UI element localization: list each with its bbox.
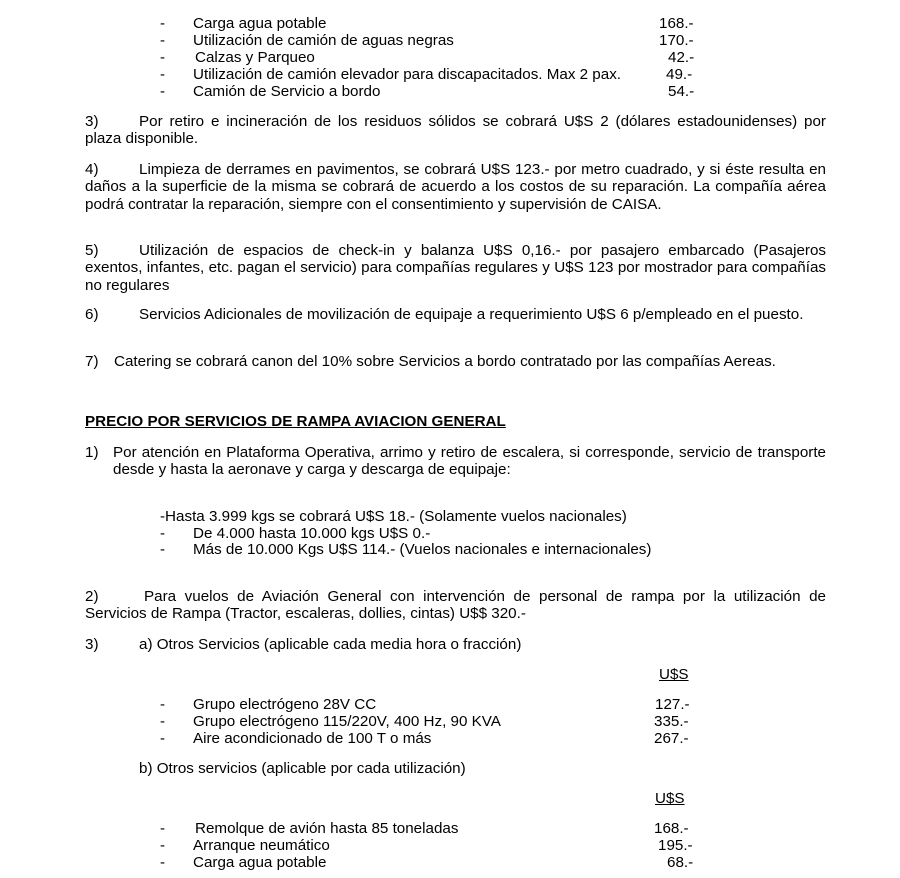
item-price: 195.- bbox=[658, 837, 693, 854]
item-price: 54.- bbox=[668, 83, 695, 100]
paragraph-text: Limpieza de derrames en pavimentos, se cobrará U$S 123.- por metro cuadrado, y si éste resulta en daños a la superficie de la misma se cobrará de acuerdo a los costos de su reparación. La compañía aérea podrá contratar la reparación, siempre con el consentimiento y supervisión de CAISA. bbox=[85, 161, 826, 213]
subsection-a: a) Otros Servicios (aplicable cada media hora o fracción) bbox=[139, 636, 522, 653]
item-number: 2) bbox=[85, 588, 99, 605]
item-label: Remolque de avión hasta 85 toneladas bbox=[195, 820, 459, 837]
bullet-dash: - bbox=[160, 820, 166, 837]
bullet-dash: - bbox=[160, 83, 166, 100]
item-label: Carga agua potable bbox=[193, 854, 327, 871]
item-price: 42.- bbox=[668, 49, 695, 66]
paragraph-text: Para vuelos de Aviación General con intervención de personal de rampa por la utilización de Servicios de Rampa (Tractor, escaleras, dollies, cintas) U$$ 320.- bbox=[85, 588, 826, 623]
item-label: Grupo electrógeno 115/220V, 400 Hz, 90 KVA bbox=[193, 713, 501, 730]
item-price: 170.- bbox=[659, 32, 694, 49]
ga-paragraph-2 bbox=[85, 588, 826, 623]
item-number: 5) bbox=[85, 242, 99, 259]
paragraph-7 bbox=[85, 353, 826, 370]
bullet-dash: - bbox=[160, 730, 166, 747]
weight-text: Más de 10.000 Kgs U$S 114.- (Vuelos nacionales e internacionales) bbox=[193, 541, 652, 558]
bullet-dash: - bbox=[160, 32, 166, 49]
item-label: Utilización de camión de aguas negras bbox=[193, 32, 454, 49]
paragraph-text: Por retiro e incineración de los residuos sólidos se cobrará U$S 2 (dólares estadounidenses) por plaza disponible. bbox=[85, 113, 826, 148]
subsection-b: b) Otros servicios (aplicable por cada utilización) bbox=[139, 760, 466, 777]
section-heading: PRECIO POR SERVICIOS DE RAMPA AVIACION GENERAL bbox=[85, 413, 506, 430]
item-number: 4) bbox=[85, 161, 99, 178]
item-label: Calzas y Parqueo bbox=[195, 49, 315, 66]
paragraph-text: Servicios Adicionales de movilización de equipaje a requerimiento U$S 6 p/empleado en el puesto. bbox=[139, 306, 804, 323]
paragraph-3 bbox=[85, 113, 826, 148]
ga-paragraph-1: Por atención en Plataforma Operativa, arrimo y retiro de escalera, si corresponde, servicio de transporte desde y hasta la aeronave y carga y descarga de equipaje: bbox=[113, 444, 826, 479]
paragraph-6 bbox=[85, 306, 826, 323]
bullet-dash: - bbox=[160, 854, 166, 871]
bullet-dash: - bbox=[160, 837, 166, 854]
item-price: 267.- bbox=[654, 730, 689, 747]
item-number: 3) bbox=[85, 636, 99, 653]
bullet-dash: - bbox=[160, 541, 166, 558]
weight-text: De 4.000 hasta 10.000 kgs U$S 0.- bbox=[193, 525, 431, 542]
item-label: Aire acondicionado de 100 T o más bbox=[193, 730, 432, 747]
item-label: Camión de Servicio a bordo bbox=[193, 83, 381, 100]
item-price: 168.- bbox=[659, 15, 694, 32]
item-label: Carga agua potable bbox=[193, 15, 327, 32]
bullet-dash: - bbox=[160, 525, 166, 542]
item-number: 6) bbox=[85, 306, 99, 323]
item-number: 3) bbox=[85, 113, 99, 130]
bullet-dash: - bbox=[160, 66, 166, 83]
item-price: 168.- bbox=[654, 820, 689, 837]
currency-header: U$S bbox=[655, 790, 685, 807]
bullet-dash: - bbox=[160, 713, 166, 730]
bullet-dash: - bbox=[160, 15, 166, 32]
weight-item: -Hasta 3.999 kgs se cobrará U$S 18.- (Solamente vuelos nacionales) bbox=[160, 508, 627, 525]
item-price: 68.- bbox=[667, 854, 694, 871]
currency-header: U$S bbox=[659, 666, 689, 683]
paragraph-4 bbox=[85, 161, 826, 213]
item-number: 7) bbox=[85, 353, 99, 370]
item-label: Arranque neumático bbox=[193, 837, 330, 854]
bullet-dash: - bbox=[160, 49, 166, 66]
item-price: 335.- bbox=[654, 713, 689, 730]
bullet-dash: - bbox=[160, 696, 166, 713]
item-price: 49.- bbox=[666, 66, 693, 83]
paragraph-text: Utilización de espacios de check-in y balanza U$S 0,16.- por pasajero embarcado (Pasajeros exentos, infantes, etc. pagan el servicio) para compañías regulares y U$S 123 por mostrador para compañías no regulares bbox=[85, 242, 826, 294]
item-label: Utilización de camión elevador para discapacitados. Max 2 pax. bbox=[193, 66, 622, 83]
item-price: 127.- bbox=[655, 696, 690, 713]
paragraph-text: Catering se cobrará canon del 10% sobre Servicios a bordo contratado por las compañías Aereas. bbox=[114, 353, 776, 370]
item-number: 1) bbox=[85, 444, 99, 461]
item-label: Grupo electrógeno 28V CC bbox=[193, 696, 377, 713]
paragraph-5 bbox=[85, 242, 826, 294]
